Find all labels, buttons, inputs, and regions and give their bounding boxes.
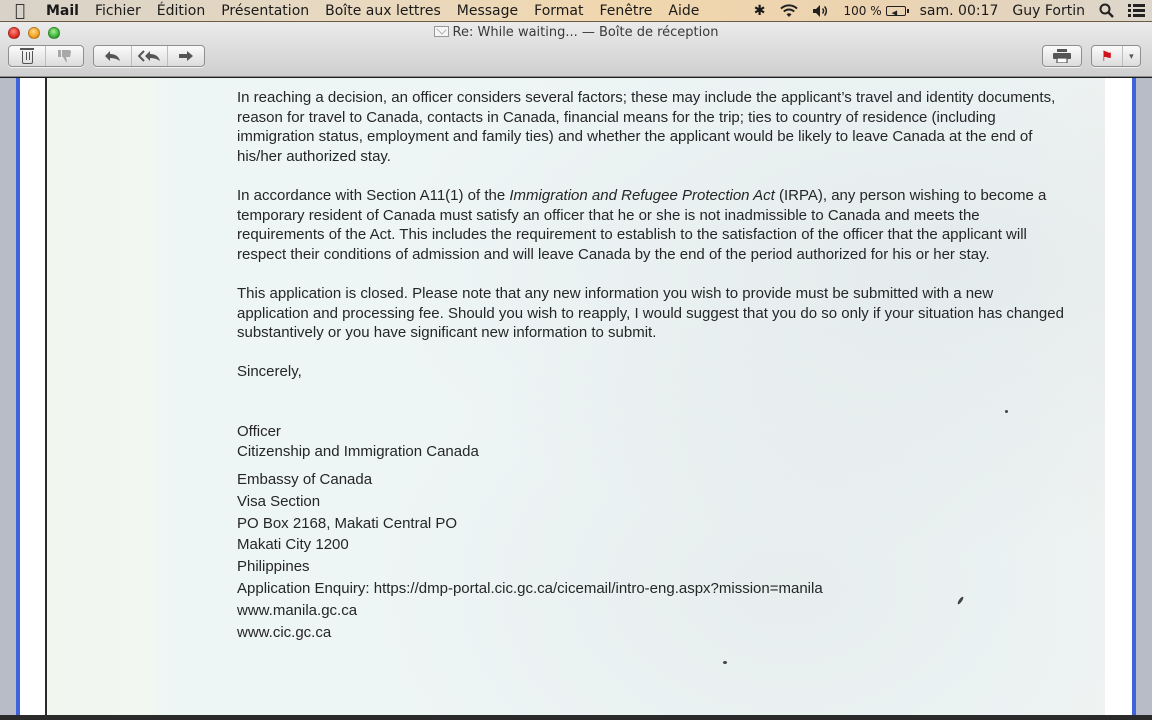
clock[interactable]: sam. 00:17 bbox=[919, 2, 999, 19]
volume-icon[interactable] bbox=[805, 4, 837, 18]
reply-all-icon bbox=[138, 50, 162, 62]
print-group bbox=[1042, 45, 1082, 67]
message-body bbox=[20, 78, 1132, 715]
menu-app-mail[interactable]: Mail bbox=[46, 2, 79, 19]
act-name: Immigration and Refugee Protection Act bbox=[509, 186, 775, 204]
menu-aide[interactable]: Aide bbox=[668, 2, 700, 19]
flag-button[interactable] bbox=[1092, 46, 1123, 66]
scan-speck bbox=[1005, 410, 1008, 413]
window-title-text: Re: While waiting... — Boîte de réception bbox=[452, 25, 719, 40]
menu-boite-aux-lettres[interactable]: Boîte aux lettres bbox=[325, 2, 441, 19]
wifi-icon[interactable] bbox=[773, 4, 805, 18]
battery-percent: 100 % bbox=[843, 3, 882, 18]
address-block bbox=[237, 469, 1067, 643]
signature-department: Citizenship and Immigration Canada bbox=[237, 442, 479, 460]
menu-format[interactable]: Format bbox=[534, 2, 584, 19]
battery-status[interactable] bbox=[837, 0, 913, 22]
application-enquiry-link: Application Enquiry: https://dmp-portal.cic.gc.ca/cicemail/intro-eng.aspx?mission=manila bbox=[237, 580, 823, 598]
apple-logo-icon[interactable] bbox=[0, 1, 40, 21]
thumbs-down-icon bbox=[57, 49, 73, 63]
trash-icon bbox=[22, 51, 33, 64]
address-line: Philippines bbox=[237, 558, 310, 576]
printer-icon bbox=[1053, 49, 1071, 63]
address-line: Embassy of Canada bbox=[237, 471, 373, 489]
flag-menu-button[interactable] bbox=[1123, 46, 1140, 66]
paragraph-application-closed: This application is closed. Please note that any new information you wish to provide must be submitted with a new application and processing fee. Should you wish to reapply, I would suggest that you do so only if your situation has changed substantively or you have significant new information to submit. bbox=[237, 284, 1064, 342]
user-name[interactable]: Guy Fortin bbox=[1012, 2, 1085, 19]
address-line: Visa Section bbox=[237, 492, 321, 510]
delete-button[interactable] bbox=[9, 46, 46, 66]
selection-border-right bbox=[1132, 78, 1136, 715]
address-line: PO Box 2168, Makati Central PO bbox=[237, 514, 458, 532]
menu-bar bbox=[0, 0, 1152, 22]
para2-start: In accordance with Section A11(1) of the bbox=[237, 186, 510, 204]
flag-icon: ⚑ bbox=[1100, 47, 1114, 64]
message-viewer bbox=[0, 78, 1152, 715]
forward-button[interactable] bbox=[168, 46, 204, 66]
menu-presentation[interactable]: Présentation bbox=[221, 2, 310, 19]
signature-block bbox=[237, 422, 1067, 461]
battery-charging-icon bbox=[886, 6, 906, 16]
forward-icon bbox=[178, 50, 194, 62]
junk-button[interactable] bbox=[46, 46, 83, 66]
closing: Sincerely, bbox=[237, 363, 302, 381]
bluetooth-icon[interactable]: ✱ bbox=[753, 2, 766, 19]
envelope-icon bbox=[434, 26, 449, 37]
menu-message[interactable]: Message bbox=[456, 2, 519, 19]
reply-button[interactable] bbox=[94, 46, 132, 66]
letter-text bbox=[237, 88, 1067, 643]
signature-title: Officer bbox=[237, 422, 281, 440]
print-button[interactable] bbox=[1043, 46, 1081, 66]
chevron-down-icon: ▾ bbox=[1129, 50, 1134, 61]
window-bottom-edge bbox=[0, 715, 1152, 720]
menu-fenetre[interactable]: Fenêtre bbox=[599, 2, 653, 19]
flag-group bbox=[1091, 45, 1141, 67]
menu-fichier[interactable]: Fichier bbox=[94, 2, 141, 19]
search-icon[interactable] bbox=[1092, 3, 1121, 18]
manila-website: www.manila.gc.ca bbox=[237, 601, 358, 619]
list-icon[interactable] bbox=[1121, 4, 1152, 17]
paragraph-decision-factors: In reaching a decision, an officer considers several factors; these may include the applicant’s travel and identity documents, reason for travel to Canada, contacts in Canada, financial means for the trip; ties to country of residence (including immigration status, employment and family ties) and whether the applicant would be likely to leave Canada at the end of his/her authorized stay. bbox=[237, 89, 1056, 165]
address-line: Makati City 1200 bbox=[237, 536, 349, 554]
reply-icon bbox=[104, 50, 122, 62]
scan-speck bbox=[723, 661, 727, 664]
window-titlebar bbox=[0, 22, 1152, 77]
para2-end: (IRPA), any person wishing to become a temporary resident of Canada must satisfy an officer that he or she is not inadmissible to Canada and meets the requirements of the Act. This includes the requirement to establish to the satisfaction of the officer that the applicant will respect their conditions of admission and will leave Canada by the end of the period authorized for his or her stay. bbox=[237, 186, 1047, 263]
paragraph-irpa bbox=[237, 186, 1067, 264]
cic-website: www.cic.gc.ca bbox=[237, 623, 332, 641]
window-title bbox=[0, 25, 1152, 40]
delete-junk-group bbox=[8, 45, 84, 67]
reply-all-button[interactable] bbox=[132, 46, 168, 66]
menu-edition[interactable]: Édition bbox=[156, 2, 206, 19]
reply-forward-group bbox=[93, 45, 205, 67]
scanned-letter-image bbox=[45, 78, 1105, 715]
